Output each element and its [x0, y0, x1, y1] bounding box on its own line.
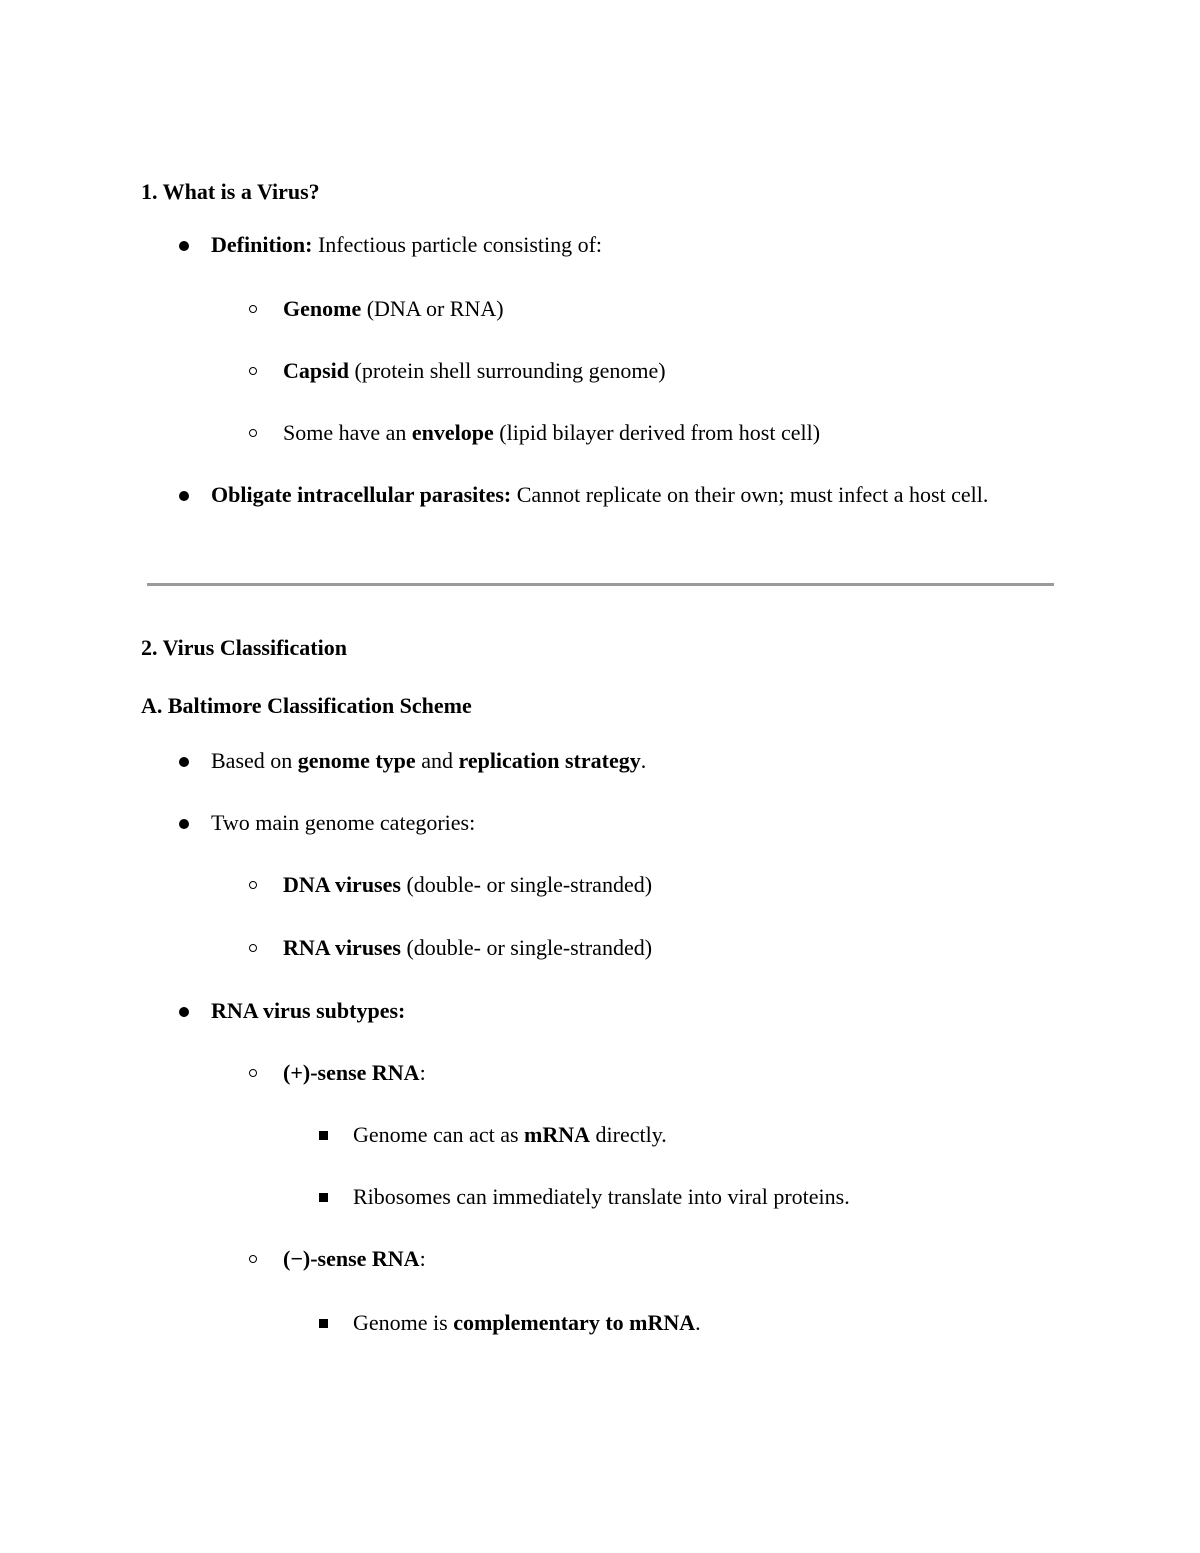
based-on-replication-strategy: replication strategy: [458, 748, 641, 773]
component-genome: [283, 295, 504, 323]
component-genome-label: Genome: [283, 296, 362, 321]
component-capsid: [283, 357, 666, 385]
bullet-circle-icon: [249, 305, 257, 313]
plus-sense-label: (+)-sense RNA: [283, 1060, 420, 1085]
section-1-heading: 1. What is a Virus?: [141, 179, 320, 204]
category-rna-label: RNA viruses: [283, 935, 401, 960]
minus-sense-point-1-complementary: complementary to mRNA: [453, 1310, 696, 1335]
plus-sense-point-1-text: directly.: [590, 1122, 667, 1147]
minus-sense-point-1: [353, 1309, 701, 1337]
bullet-circle-icon: [249, 881, 257, 889]
based-on-mid: and: [415, 748, 459, 773]
minus-sense-item: [283, 1245, 426, 1273]
category-dna-label: DNA viruses: [283, 872, 401, 897]
component-envelope-label: envelope: [411, 420, 494, 445]
obligate-item: [211, 481, 988, 509]
section-2-subheading: A. Baltimore Classification Scheme: [141, 693, 472, 718]
category-dna: [283, 871, 652, 899]
based-on-pre: Based on: [211, 748, 298, 773]
component-envelope-pre: Some have an: [283, 420, 412, 445]
plus-sense-point-1-mrna: mRNA: [524, 1122, 591, 1147]
minus-sense-colon: :: [419, 1246, 426, 1271]
component-envelope-text: (lipid bilayer derived from host cell): [493, 420, 821, 445]
based-on-genome-type: genome type: [297, 748, 416, 773]
plus-sense-colon: :: [419, 1060, 426, 1085]
two-main-item: Two main genome categories:: [211, 810, 476, 835]
category-dna-text: (double- or single-stranded): [400, 872, 653, 897]
bullet-square-icon: [319, 1131, 328, 1140]
bullet-square-icon: [319, 1193, 328, 1202]
based-on-item: [211, 747, 646, 775]
definition-text: Infectious particle consisting of:: [312, 232, 603, 257]
bullet-dot-icon: [179, 1007, 189, 1017]
bullet-dot-icon: [179, 491, 189, 501]
bullet-circle-icon: [249, 1069, 257, 1077]
bullet-circle-icon: [249, 367, 257, 375]
category-rna: [283, 934, 652, 962]
plus-sense-item: [283, 1059, 426, 1087]
bullet-circle-icon: [249, 944, 257, 952]
bullet-circle-icon: [249, 429, 257, 437]
plus-sense-point-2: Ribosomes can immediately translate into viral proteins.: [353, 1184, 850, 1209]
minus-sense-point-1-pre: Genome is: [353, 1310, 454, 1335]
bullet-square-icon: [319, 1319, 328, 1328]
minus-sense-point-1-text: .: [695, 1310, 701, 1335]
bullet-circle-icon: [249, 1255, 257, 1263]
bullet-dot-icon: [179, 241, 189, 251]
definition-label: Definition:: [211, 232, 313, 257]
bullet-dot-icon: [179, 819, 189, 829]
plus-sense-point-1: [353, 1121, 667, 1149]
minus-sense-label: (−)-sense RNA: [283, 1246, 420, 1271]
bullet-dot-icon: [179, 757, 189, 767]
component-envelope: [283, 419, 820, 447]
category-rna-text: (double- or single-stranded): [400, 935, 653, 960]
plus-sense-point-1-pre: Genome can act as: [353, 1122, 525, 1147]
component-genome-text: (DNA or RNA): [361, 296, 504, 321]
rna-subtypes-item: RNA virus subtypes:: [211, 998, 406, 1023]
section-2-heading: 2. Virus Classification: [141, 635, 347, 660]
obligate-text: Cannot replicate on their own; must infect a host cell.: [511, 482, 989, 507]
obligate-label: Obligate intracellular parasites:: [211, 482, 512, 507]
horizontal-divider: [147, 583, 1054, 586]
component-capsid-text: (protein shell surrounding genome): [349, 358, 666, 383]
component-capsid-label: Capsid: [283, 358, 350, 383]
based-on-post: .: [640, 748, 647, 773]
definition-item: [211, 231, 602, 259]
